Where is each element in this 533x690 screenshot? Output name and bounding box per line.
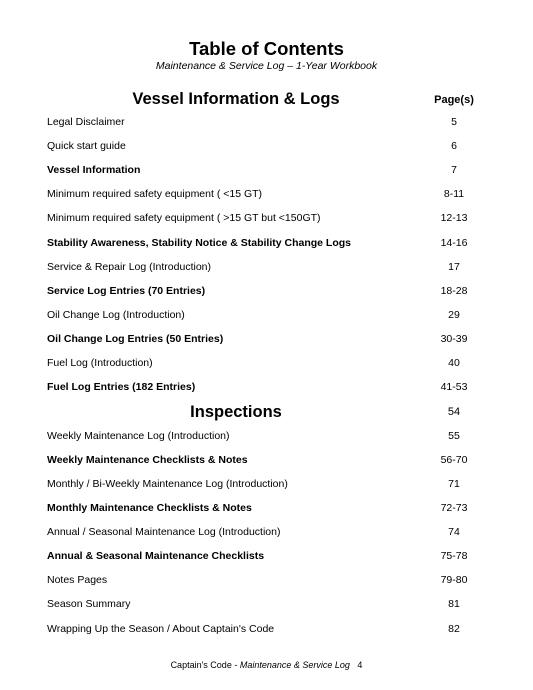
section-heading-vessel-info: Vessel Information & Logs: [132, 90, 340, 108]
footer-brand: Captain's Code -: [170, 660, 240, 670]
toc-entry-pages: 72-73: [440, 502, 468, 514]
toc-entry-title: Monthly / Bi-Weekly Maintenance Log (Introduction): [47, 478, 288, 490]
toc-entry-title: Minimum required safety equipment ( <15 GT): [47, 188, 263, 200]
toc-entry-pages: 81: [448, 598, 460, 610]
toc-entry[interactable]: [47, 500, 487, 516]
toc-entry-title: Annual & Seasonal Maintenance Checklists: [47, 550, 265, 562]
toc-entry-title: Minimum required safety equipment ( >15 GT but <150GT): [47, 212, 321, 224]
toc-entry[interactable]: [47, 379, 487, 395]
toc-entry-title: Oil Change Log Entries (50 Entries): [47, 333, 224, 345]
toc-entry-pages: 17: [448, 261, 460, 273]
toc-entry[interactable]: [47, 283, 487, 299]
toc-entry-pages: 7: [451, 164, 457, 176]
toc-entry[interactable]: [47, 138, 487, 154]
toc-entry[interactable]: [47, 186, 487, 202]
toc-entry[interactable]: [47, 331, 487, 347]
toc-entry[interactable]: [47, 621, 487, 637]
toc-entry-title: Quick start guide: [47, 140, 126, 152]
toc-entry-pages: 71: [448, 478, 460, 490]
toc-entry-pages: 30-39: [440, 333, 468, 345]
footer-doc-title: Maintenance & Service Log: [239, 660, 350, 670]
toc-entry-title: Vessel Information: [47, 164, 141, 176]
toc-entry-pages: 82: [448, 623, 460, 635]
toc-entry-title: Fuel Log (Introduction): [47, 357, 153, 369]
toc-entry[interactable]: [47, 548, 487, 564]
toc-entry-title: Wrapping Up the Season / About Captain's Code: [47, 623, 275, 635]
toc-entry[interactable]: [47, 355, 487, 371]
toc-entry[interactable]: [47, 210, 487, 226]
toc-entry-pages: 8-11: [443, 188, 465, 200]
toc-entry[interactable]: [47, 476, 487, 492]
toc-entry[interactable]: [47, 114, 487, 130]
page-footer: [0, 659, 533, 671]
toc-entry[interactable]: [47, 572, 487, 588]
page-subtitle: Maintenance & Service Log – 1-Year Workbook: [155, 60, 378, 72]
toc-entry[interactable]: [47, 596, 487, 612]
toc-entry-pages: 6: [451, 140, 457, 152]
toc-entry-title: Oil Change Log (Introduction): [47, 309, 185, 321]
toc-entry-title: Service & Repair Log (Introduction): [47, 261, 211, 273]
toc-entry-pages: 41-53: [440, 381, 468, 393]
toc-entry-title: Weekly Maintenance Log (Introduction): [47, 430, 230, 442]
toc-entry-pages: 18-28: [440, 285, 468, 297]
toc-entry-pages: 5: [451, 116, 457, 128]
pages-column-header: Page(s): [434, 94, 474, 106]
toc-entry[interactable]: [47, 428, 487, 444]
toc-entry[interactable]: [47, 307, 487, 323]
section-heading-inspections: Inspections: [190, 403, 282, 421]
toc-entry[interactable]: [47, 235, 487, 251]
toc-entry-title: Stability Awareness, Stability Notice & Stability Change Logs: [47, 237, 351, 249]
toc-entry-pages: 79-80: [440, 574, 468, 586]
toc-entry-title: Monthly Maintenance Checklists & Notes: [47, 502, 252, 514]
toc-entry-title: Weekly Maintenance Checklists & Notes: [47, 454, 248, 466]
toc-entry-title: Legal Disclaimer: [47, 116, 125, 128]
toc-entry[interactable]: [47, 259, 487, 275]
toc-entry-pages: 56-70: [440, 454, 468, 466]
footer-page-number: 4: [357, 660, 363, 670]
toc-entry-pages: 75-78: [440, 550, 468, 562]
toc-entry[interactable]: [47, 524, 487, 540]
toc-entry[interactable]: [47, 452, 487, 468]
toc-entry[interactable]: [47, 162, 487, 178]
toc-entry-pages: 29: [448, 309, 460, 321]
toc-entry-title: Service Log Entries (70 Entries): [47, 285, 206, 297]
toc-entry-title: Fuel Log Entries (182 Entries): [47, 381, 196, 393]
section-page-number: 54: [447, 406, 461, 418]
toc-entry-pages: 12-13: [440, 212, 468, 224]
toc-entry-title: Notes Pages: [47, 574, 108, 586]
toc-entry-title: Annual / Seasonal Maintenance Log (Introduction): [47, 526, 281, 538]
toc-entry-title: Season Summary: [47, 598, 131, 610]
toc-entry-pages: 55: [448, 430, 460, 442]
toc-entry-pages: 40: [448, 357, 460, 369]
toc-entry-pages: 14-16: [440, 237, 468, 249]
page-title: Table of Contents: [189, 38, 344, 59]
toc-entry-pages: 74: [448, 526, 460, 538]
